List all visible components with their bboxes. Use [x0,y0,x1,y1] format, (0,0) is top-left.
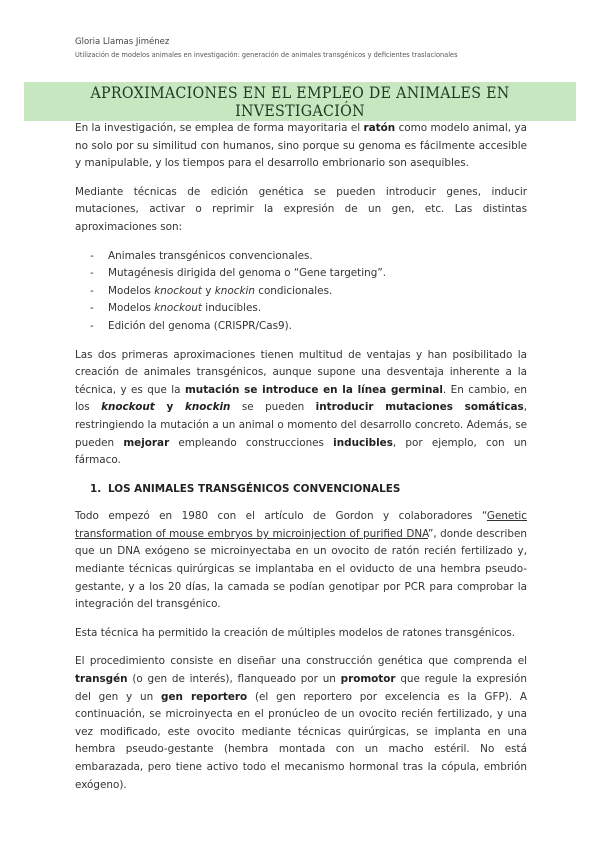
bold-text: gen reportero [161,690,248,703]
bold-italic-text: knockin [184,401,231,414]
section-number: 1. [90,482,102,495]
bold-text: inducibles [333,436,393,449]
title-wrapper [0,82,600,121]
list-item-text: y [202,284,215,297]
text: , restringiendo la mutación a un animal o momento del desarrollo concreto. Además, se pueden [75,401,528,449]
italic-text: knockin [214,284,255,297]
list-item-text: Mutagénesis dirigida del genoma o “Gene targeting”. [108,267,387,280]
paragraph-procedure [75,653,527,794]
paragraph-techniques: Mediante técnicas de edición genética se pueden introducir genes, inducir mutaciones, activar o reprimir la expresión de un gen, etc. Las distintas aproximaciones son: [75,185,527,233]
text: se pueden [230,401,316,414]
document-body [75,120,527,805]
paragraph-history [75,508,527,614]
bold-text: mutación se introduce en la línea germinal [184,383,443,396]
bold-text: introducir mutaciones somáticas [315,401,524,414]
section-heading [90,481,527,499]
text: como modelo animal, ya no solo por su similitud con humanos, sino porque su genoma es fácilmente accesible y manipulable, y los tiempos para el desarrollo embrionario son asequibles. [75,122,527,170]
text: que regule la expresión del gen y un [75,673,527,703]
approaches-list [75,248,527,336]
list-dash: - [90,319,94,332]
list-dash: - [90,284,94,297]
list-item [75,283,527,301]
text: . En cambio, en los [75,383,527,414]
text: En la investigación, se emplea de forma mayoritaria el [75,122,364,134]
list-dash: - [90,267,94,280]
text: empleando construcciones [169,436,334,449]
list-item-text: Animales transgénicos convencionales. [108,249,313,262]
text: Todo empezó en 1980 con el artículo de Gordon y colaboradores “ [75,510,487,523]
paragraph-technique-models: Esta técnica ha permitido la creación de múltiples modelos de ratones transgénicos. [75,626,516,639]
paragraph-comparison [75,347,527,470]
bold-text: y [154,401,185,414]
list-dash: - [90,302,94,315]
bold-text: ratón [363,122,396,134]
bold-text: transgén [75,673,128,686]
header-author: Gloria Llamas Jiménez [75,37,170,47]
list-item-text: Modelos [108,302,155,315]
header-subtitle: Utilización de modelos animales en investigación: generación de animales transgénicos y deficientes traslacionales [75,51,458,59]
list-item-text: Modelos [108,284,155,297]
text: Las dos primeras aproximaciones tienen multitud de ventajas y han posibilitado la creación de animales transgénicos, aunque supone una desventaja inherente a la técnica, y es que la [75,348,527,396]
list-dash: - [90,249,94,262]
text: (o gen de interés), flanqueado por un [127,673,341,686]
list-item-text: inducibles. [202,302,262,315]
bold-italic-text: knockout [101,401,155,414]
bold-text: mejorar [123,436,170,449]
page-title: APROXIMACIONES EN EL EMPLEO DE ANIMALES EN INVESTIGACIÓN [24,82,576,121]
list-item-text: condicionales. [254,284,333,297]
italic-text: knockout [154,302,202,315]
bold-text: promotor [340,673,396,686]
list-item [75,265,527,283]
text: (el gen reportero por excelencia es la GFP). A continuación, se microinyecta en el pronúcleo de un ovocito recién fertilizado, y una vez modificado, este ovocito mediante técnicas quirúrgicas, se implanta en una hembra pseudo-gestante (hembra montada con un macho estéril. No está embarazada, pero tiene activo todo el mecanismo hormonal tras la cópula, embrión exógeno). [75,690,527,791]
text: , por ejemplo, con un fármaco. [75,436,528,467]
article-link[interactable]: Genetic transformation of mouse embryos by microinjection of purified DNA [75,510,527,540]
text: ”, donde describen que un DNA exógeno se microinyectaba en un ovocito de ratón recién fertilizado y, mediante técnicas quirúrgicas se implantaba en el oviducto de una hembra pseudo-gestante, y a los 20 días, la camada se podían genotipar por PCR para comprobar la integración del transgénico. [75,527,527,611]
list-item-text: Edición del genoma (CRISPR/Cas9). [108,319,292,332]
list-item [75,248,527,266]
italic-text: knockout [154,284,202,297]
paragraph-intro [75,120,527,173]
text: El procedimiento consiste en diseñar una construcción genética que comprenda el [75,655,527,668]
list-item [75,300,527,318]
section-title: LOS ANIMALES TRANSGÉNICOS CONVENCIONALES [108,482,401,495]
list-item [75,318,527,336]
